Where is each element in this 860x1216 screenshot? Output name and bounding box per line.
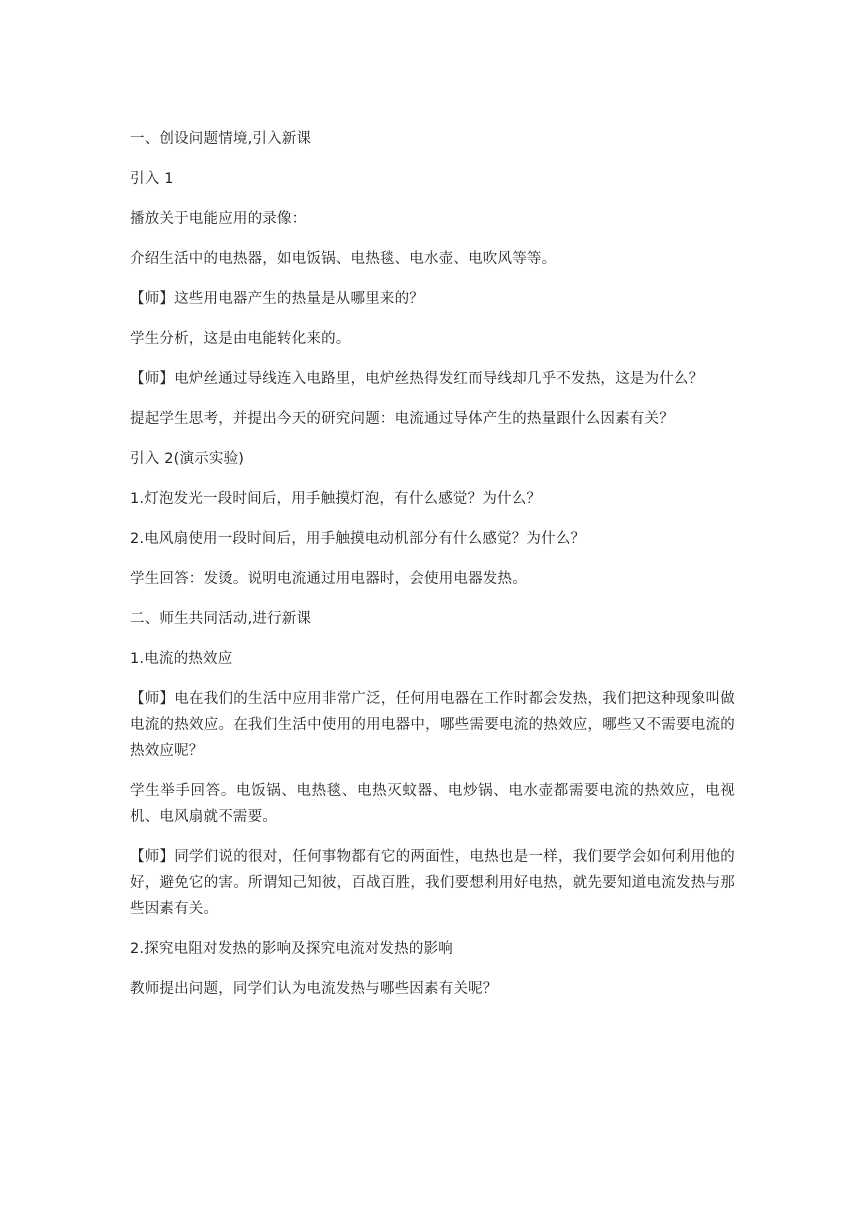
paragraph: 学生分析，这是由电能转化来的。 bbox=[130, 331, 351, 347]
paragraph: 播放关于电能应用的录像： bbox=[130, 211, 307, 227]
subheading-heat-effect: 1.电流的热效应 bbox=[130, 651, 233, 667]
paragraph: 提起学生思考，并提出今天的研究问题：电流通过导体产生的热量跟什么因素有关？ bbox=[130, 411, 674, 427]
subheading-explore: 2.探究电阻对发热的影响及探究电流对发热的影响 bbox=[130, 941, 453, 957]
paragraph: 介绍生活中的电热器，如电饭锅、电热毯、电水壶、电吹风等等。 bbox=[130, 251, 557, 267]
paragraph: 教师提出问题，同学们认为电流发热与哪些因素有关呢？ bbox=[130, 981, 498, 997]
teacher-paragraph: 【师】同学们说的很对，任何事物都有它的两面性，电热也是一样，我们要学会如何利用他的好，避免它的害。所谓知己知彼，百战百胜，我们要想利用好电热，就先要知道电流发热与那些因素有关。 bbox=[130, 849, 735, 917]
teacher-paragraph: 【师】电在我们的生活中应用非常广泛，任何用电器在工作时都会发热，我们把这种现象叫做电流的热效应。在我们生活中使用的用电器中，哪些需要电流的热效应，哪些又不需要电流的热效应呢？ bbox=[130, 691, 735, 759]
document-page bbox=[130, 126, 735, 1016]
subheading-intro-1: 引入 1 bbox=[130, 171, 174, 187]
paragraph: 学生回答：发烫。说明电流通过用电器时，会使用电器发热。 bbox=[130, 571, 527, 587]
teacher-question: 【师】这些用电器产生的热量是从哪里来的？ bbox=[130, 291, 424, 307]
teacher-question: 【师】电炉丝通过导线连入电路里，电炉丝热得发红而导线却几乎不发热，这是为什么？ bbox=[130, 371, 704, 387]
section-heading-2: 二、师生共同活动,进行新课 bbox=[130, 611, 312, 627]
subheading-intro-2: 引入 2(演示实验) bbox=[130, 451, 245, 467]
section-heading-1: 一、创设问题情境,引入新课 bbox=[130, 131, 312, 147]
paragraph: 学生举手回答。电饭锅、电热毯、电热灭蚊器、电炒锅、电水壶都需要电流的热效应，电视机、电风扇就不需要。 bbox=[130, 783, 735, 825]
list-item: 2.电风扇使用一段时间后，用手触摸电动机部分有什么感觉？为什么？ bbox=[130, 531, 586, 547]
list-item: 1.灯泡发光一段时间后，用手触摸灯泡，有什么感觉？为什么？ bbox=[130, 491, 542, 507]
